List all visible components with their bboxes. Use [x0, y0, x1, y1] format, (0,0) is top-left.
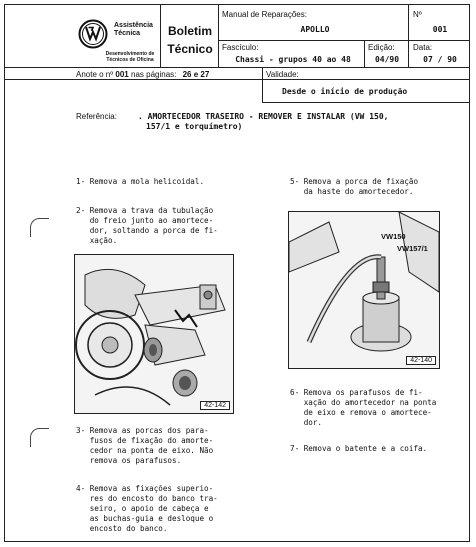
dept-line-2: Técnicos de Oficina: [106, 57, 154, 63]
step-6: 6- Remova os parafusos de fi- xação do amortecedor na ponta de eixo e remova o amortece- dor.: [290, 388, 437, 427]
step-2: 2- Remova a trava da tubulação do freio junto ao amortece- dor, soltando a porca de fi- xação.: [76, 206, 218, 245]
manual-label: Manual de Reparações:: [222, 10, 307, 19]
manual-value: APOLLO: [300, 25, 330, 34]
tool-label-vw150: VW150: [381, 232, 406, 241]
edicao-label: Edição:: [368, 43, 395, 52]
figure-left: [74, 254, 234, 414]
reference-line-2: 157/1 e torquímetro): [146, 122, 243, 131]
step-5: 5- Remova a porca de fixação da haste do amortecedor.: [290, 177, 419, 196]
tool-label-vw157: VW157/1: [397, 244, 428, 253]
header-divider-3: [408, 4, 409, 67]
reference-line-1: . AMORTECEDOR TRASEIRO - REMOVER E INSTALAR (VW 150,: [138, 112, 389, 121]
anote-prefix: Anote o nº: [76, 70, 114, 79]
header-divider-4: [364, 40, 365, 67]
figure-right: [288, 211, 440, 369]
dept-name: [100, 51, 160, 63]
axle-illustration: [75, 255, 233, 413]
number-label: Nº: [413, 10, 422, 19]
step-3: 3- Remova as porcas dos para- fusos de fixação do amorte- cedor na ponta de eixo. Não remova os parafusos.: [76, 426, 214, 465]
data-value: 07 / 90: [423, 55, 457, 64]
fasciculo-label: Fascículo:: [222, 43, 259, 52]
step-1: 1- Remova a mola helicoidal.: [76, 177, 205, 186]
header-divider-2: [218, 4, 219, 67]
fasciculo-value: Chassi - grupos 40 ao 48: [235, 55, 351, 64]
edicao-value: 04/90: [374, 55, 400, 64]
header-bottom-rule: [4, 67, 470, 68]
brand-name: [114, 22, 153, 38]
shock-absorber-illustration: [289, 212, 439, 368]
reference-label: Referência:: [76, 112, 117, 121]
anote-mid: nas páginas:: [131, 70, 177, 79]
header-mid-rule: [218, 40, 470, 41]
step-7: 7- Remova o batente e a coifa.: [290, 444, 428, 453]
anote-bottom-rule: [4, 79, 470, 80]
data-label: Data:: [413, 43, 433, 52]
bulletin-line-2: Técnico: [167, 42, 213, 56]
validade-label: Validade:: [266, 70, 299, 79]
number-value: 001: [432, 25, 448, 34]
bulletin-line-1: Boletim: [167, 24, 212, 38]
bulletin-title: [162, 22, 218, 58]
brand-line-1: Assistência: [114, 22, 153, 29]
anote-line: [76, 70, 209, 79]
reference-text: [138, 112, 388, 132]
vw-logo-icon: [78, 19, 108, 49]
validade-bottom-rule: [262, 102, 470, 103]
step-4: 4- Remova as fixações superio- res do encosto do banco tra- seiro, o apoio de cabeça e as buchas-guia e desloque o encosto do banco.: [76, 484, 218, 533]
figure-left-code: 42-142: [200, 401, 230, 410]
figure-right-code: 42-140: [406, 356, 436, 365]
dept-line-1: Desenvolvimento de: [105, 51, 155, 57]
header-divider-1: [160, 4, 161, 67]
binder-hole-top: [30, 218, 49, 237]
validade-value: Desde o início de produção: [282, 87, 408, 96]
anote-number: 001: [115, 70, 129, 79]
anote-pages: 26 e 27: [182, 70, 210, 79]
validade-divider: [262, 67, 263, 102]
binder-hole-bottom: [30, 428, 49, 447]
brand-line-2: Técnica: [114, 30, 141, 37]
